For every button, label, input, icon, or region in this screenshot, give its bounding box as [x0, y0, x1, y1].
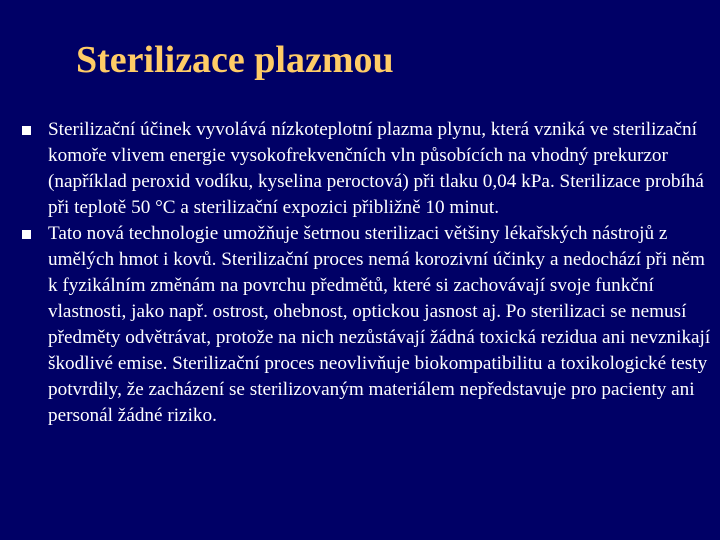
bullet-item	[22, 221, 716, 429]
square-bullet-icon	[22, 126, 31, 135]
bullet-item	[22, 117, 716, 221]
bullet-list	[22, 117, 716, 429]
bullet-text: Tato nová technologie umožňuje šetrnou sterilizaci většiny lékařských nástrojů z umělých hmot i kovů. Sterilizační proces nemá korozivní účinky a nedochází při něm k fyzikálním změnám na povrchu předmětů, které si zachovávají svoje funkční vlastnosti, jako např. ostrost, ohebnost, optickou jasnost aj. Po sterilizaci se nemusí předměty odvětrávat, protože na nich nezůstávají žádná toxická rezidua ani nevznikají škodlivé emise. Sterilizační proces neovlivňuje biokompatibilitu a toxikologické testy potvrdily, že zacházení se sterilizovaným materiálem nepředstavuje pro pacienty ani personál žádné riziko.	[48, 223, 711, 426]
square-bullet-icon	[22, 230, 31, 239]
bullet-text: Sterilizační účinek vyvolává nízkoteplotní plazma plynu, která vzniká ve sterilizační komoře vlivem energie vysokofrekvenčních vln působících na vhodný prekurzor (například peroxid vodíku, kyselina peroctová) při tlaku 0,04 kPa. Sterilizace probíhá při teplotě 50 °C a sterilizační expozici přibližně 10 minut.	[48, 119, 704, 218]
slide-title: Sterilizace plazmou	[76, 39, 394, 81]
